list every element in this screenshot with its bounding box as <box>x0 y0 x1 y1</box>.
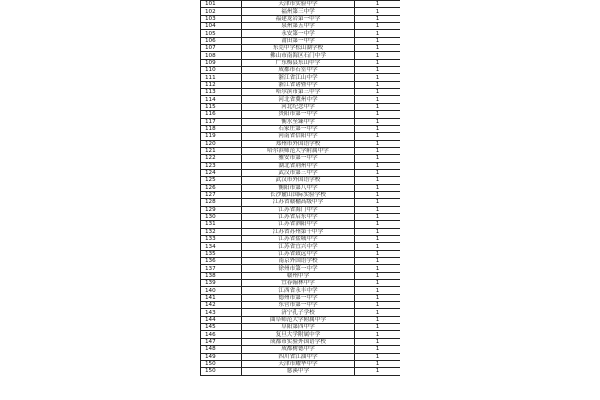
school-name-cell: 东莞中学松山湖学校 <box>242 45 355 52</box>
school-name-cell: 东营市第一中学 <box>242 302 355 309</box>
rank-cell: 128 <box>201 199 242 206</box>
rank-cell: 118 <box>201 125 242 132</box>
school-name-cell: 南京外国语学校 <box>242 258 355 265</box>
table-row <box>201 206 401 213</box>
table-row <box>201 243 401 250</box>
table-row <box>201 103 401 110</box>
school-name-cell: 慈溪中学 <box>242 368 355 375</box>
rank-cell: 149 <box>201 353 242 360</box>
school-name-cell: 哈尔滨市第三中学 <box>242 89 355 96</box>
table-row <box>201 177 401 184</box>
rank-cell: 103 <box>201 15 242 22</box>
table-row <box>201 199 401 206</box>
table-row <box>201 309 401 316</box>
table-row <box>201 191 401 198</box>
table-row <box>201 302 401 309</box>
table-row <box>201 8 401 15</box>
count-cell: 1 <box>355 287 401 294</box>
rank-cell: 126 <box>201 184 242 191</box>
school-name-cell: 徐州市第一中学 <box>242 265 355 272</box>
count-cell: 1 <box>355 177 401 184</box>
rank-cell: 145 <box>201 324 242 331</box>
count-cell: 1 <box>355 118 401 125</box>
school-name-cell: 天津市实验中学 <box>242 1 355 8</box>
count-cell: 1 <box>355 133 401 140</box>
school-name-cell: 江苏省宜兴中学 <box>242 243 355 250</box>
school-name-cell: 衡阳市第八中学 <box>242 184 355 191</box>
school-name-cell: 赣州中学 <box>242 272 355 279</box>
school-name-cell: 长沙麓山国际实验学校 <box>242 191 355 198</box>
count-cell: 1 <box>355 309 401 316</box>
count-cell: 1 <box>355 111 401 118</box>
table-row <box>201 228 401 235</box>
table-row <box>201 1 401 8</box>
table-row <box>201 52 401 59</box>
rank-cell: 147 <box>201 338 242 345</box>
count-cell: 1 <box>355 8 401 15</box>
table-row <box>201 265 401 272</box>
school-name-cell: 永安第一中学 <box>242 30 355 37</box>
rank-cell: 108 <box>201 52 242 59</box>
table-row <box>201 331 401 338</box>
school-name-cell: 贵阳市第一中学 <box>242 111 355 118</box>
table-row <box>201 258 401 265</box>
table-row <box>201 96 401 103</box>
count-cell: 1 <box>355 67 401 74</box>
table-row <box>201 324 401 331</box>
table-row <box>201 316 401 323</box>
count-cell: 1 <box>355 30 401 37</box>
rank-cell: 122 <box>201 155 242 162</box>
table-row <box>201 111 401 118</box>
table-row <box>201 236 401 243</box>
rank-cell: 116 <box>201 111 242 118</box>
rank-cell: 124 <box>201 169 242 176</box>
table-row <box>201 287 401 294</box>
school-name-cell: 成都市石室中学 <box>242 67 355 74</box>
count-cell: 1 <box>355 243 401 250</box>
rank-cell: 121 <box>201 147 242 154</box>
count-cell: 1 <box>355 272 401 279</box>
school-name-cell: 泉州第五中学 <box>242 23 355 30</box>
school-name-cell: 佛山市南海区石门中学 <box>242 52 355 59</box>
school-name-cell: 衡水至臻中学 <box>242 118 355 125</box>
table-row <box>201 155 401 162</box>
school-name-cell: 天津市耀华中学 <box>242 360 355 367</box>
count-cell: 1 <box>355 324 401 331</box>
school-name-cell: 成都树德中学 <box>242 346 355 353</box>
rank-cell: 101 <box>201 1 242 8</box>
table-row <box>201 74 401 81</box>
rank-cell: 117 <box>201 118 242 125</box>
school-name-cell: 江苏省致远中学 <box>242 250 355 257</box>
count-cell: 1 <box>355 125 401 132</box>
count-cell: 1 <box>355 140 401 147</box>
rank-cell: 140 <box>201 287 242 294</box>
school-name-cell: 武汉市第三中学 <box>242 169 355 176</box>
count-cell: 1 <box>355 250 401 257</box>
table-row <box>201 30 401 37</box>
count-cell: 1 <box>355 360 401 367</box>
count-cell: 1 <box>355 147 401 154</box>
rank-cell: 102 <box>201 8 242 15</box>
school-name-cell: 福州第三中学 <box>242 8 355 15</box>
table-row <box>201 250 401 257</box>
table-row <box>201 118 401 125</box>
count-cell: 1 <box>355 213 401 220</box>
table-row <box>201 125 401 132</box>
school-name-cell: 德州市第一中学 <box>242 294 355 301</box>
school-name-cell: 浙江省诸暨中学 <box>242 81 355 88</box>
rank-cell: 109 <box>201 59 242 66</box>
table-body <box>201 1 401 376</box>
rank-cell: 139 <box>201 280 242 287</box>
rank-cell: 105 <box>201 30 242 37</box>
table-row <box>201 45 401 52</box>
school-name-cell: 广东梅县东山中学 <box>242 59 355 66</box>
school-name-cell: 雅安市第一中学 <box>242 155 355 162</box>
count-cell: 1 <box>355 316 401 323</box>
count-cell: 1 <box>355 236 401 243</box>
table-row <box>201 15 401 22</box>
school-name-cell: 江苏省赣榆高级中学 <box>242 199 355 206</box>
rank-cell: 125 <box>201 177 242 184</box>
school-name-cell: 江苏省海门中学 <box>242 206 355 213</box>
count-cell: 1 <box>355 59 401 66</box>
count-cell: 1 <box>355 155 401 162</box>
table-row <box>201 184 401 191</box>
rank-cell: 129 <box>201 206 242 213</box>
count-cell: 1 <box>355 368 401 375</box>
rank-cell: 133 <box>201 236 242 243</box>
school-name-cell: 河北纪念中学 <box>242 103 355 110</box>
count-cell: 1 <box>355 74 401 81</box>
rank-cell: 138 <box>201 272 242 279</box>
count-cell: 1 <box>355 258 401 265</box>
table-row <box>201 338 401 345</box>
school-name-cell: 成都市实验外国语学校 <box>242 338 355 345</box>
school-name-cell: 曲阜师范大学附属中学 <box>242 316 355 323</box>
rank-cell: 135 <box>201 250 242 257</box>
rank-cell: 137 <box>201 265 242 272</box>
count-cell: 1 <box>355 184 401 191</box>
count-cell: 1 <box>355 280 401 287</box>
rank-cell: 104 <box>201 23 242 30</box>
table-row <box>201 294 401 301</box>
table-row <box>201 59 401 66</box>
table-row <box>201 81 401 88</box>
table-row <box>201 23 401 30</box>
table-row <box>201 67 401 74</box>
rank-cell: 127 <box>201 191 242 198</box>
table-row <box>201 280 401 287</box>
school-name-cell: 江西省永丰中学 <box>242 287 355 294</box>
count-cell: 1 <box>355 346 401 353</box>
count-cell: 1 <box>355 162 401 169</box>
rank-cell: 115 <box>201 103 242 110</box>
count-cell: 1 <box>355 15 401 22</box>
rank-cell: 143 <box>201 309 242 316</box>
count-cell: 1 <box>355 221 401 228</box>
count-cell: 1 <box>355 45 401 52</box>
rank-cell: 131 <box>201 221 242 228</box>
count-cell: 1 <box>355 103 401 110</box>
count-cell: 1 <box>355 331 401 338</box>
rank-cell: 107 <box>201 45 242 52</box>
school-name-cell: 河南省信阳中学 <box>242 133 355 140</box>
rank-cell: 114 <box>201 96 242 103</box>
count-cell: 1 <box>355 206 401 213</box>
rank-cell: 111 <box>201 74 242 81</box>
count-cell: 1 <box>355 338 401 345</box>
table-row <box>201 133 401 140</box>
rank-cell: 148 <box>201 346 242 353</box>
school-name-cell: 浙江省江山中学 <box>242 74 355 81</box>
school-name-cell: 哈尔滨师范大学附属中学 <box>242 147 355 154</box>
rank-cell: 119 <box>201 133 242 140</box>
rank-cell: 146 <box>201 331 242 338</box>
document-page <box>200 0 400 400</box>
count-cell: 1 <box>355 199 401 206</box>
count-cell: 1 <box>355 169 401 176</box>
school-name-cell: 四川省江油中学 <box>242 353 355 360</box>
table-row <box>201 368 401 375</box>
school-name-cell: 河北省冀州中学 <box>242 96 355 103</box>
table-row <box>201 37 401 44</box>
table-row <box>201 346 401 353</box>
school-name-cell: 石家庄第一中学 <box>242 125 355 132</box>
table-row <box>201 272 401 279</box>
table-row <box>201 89 401 96</box>
school-name-cell: 阜阳第四中学 <box>242 324 355 331</box>
rank-cell: 130 <box>201 213 242 220</box>
rank-cell: 150 <box>201 368 242 375</box>
count-cell: 1 <box>355 37 401 44</box>
school-name-cell: 宜春翰林中学 <box>242 280 355 287</box>
rank-cell: 141 <box>201 294 242 301</box>
school-name-cell: 莆田第一中学 <box>242 37 355 44</box>
table-row <box>201 353 401 360</box>
school-name-cell: 济宁孔子学校 <box>242 309 355 316</box>
count-cell: 1 <box>355 294 401 301</box>
school-name-cell: 复旦大学附属中学 <box>242 331 355 338</box>
school-name-cell: 江苏省泗阳中学 <box>242 221 355 228</box>
table-row <box>201 221 401 228</box>
school-name-cell: 福建龙岩第一中学 <box>242 15 355 22</box>
count-cell: 1 <box>355 81 401 88</box>
table-row <box>201 147 401 154</box>
rank-cell: 150 <box>201 360 242 367</box>
school-name-cell: 江苏省苏州第十中学 <box>242 228 355 235</box>
rank-cell: 110 <box>201 67 242 74</box>
count-cell: 1 <box>355 228 401 235</box>
count-cell: 1 <box>355 1 401 8</box>
rank-cell: 112 <box>201 81 242 88</box>
school-name-cell: 江苏省盐城中学 <box>242 236 355 243</box>
school-name-cell: 湖北省荆州中学 <box>242 162 355 169</box>
rank-cell: 142 <box>201 302 242 309</box>
table-row <box>201 169 401 176</box>
table-row <box>201 360 401 367</box>
rank-cell: 134 <box>201 243 242 250</box>
table-row <box>201 162 401 169</box>
rank-cell: 132 <box>201 228 242 235</box>
count-cell: 1 <box>355 89 401 96</box>
school-name-cell: 郑州市外国语学校 <box>242 140 355 147</box>
count-cell: 1 <box>355 52 401 59</box>
count-cell: 1 <box>355 353 401 360</box>
school-name-cell: 武汉市外国语学校 <box>242 177 355 184</box>
count-cell: 1 <box>355 302 401 309</box>
school-ranking-table <box>200 0 400 376</box>
table-row <box>201 213 401 220</box>
count-cell: 1 <box>355 96 401 103</box>
rank-cell: 136 <box>201 258 242 265</box>
rank-cell: 106 <box>201 37 242 44</box>
rank-cell: 120 <box>201 140 242 147</box>
rank-cell: 144 <box>201 316 242 323</box>
table-row <box>201 140 401 147</box>
rank-cell: 123 <box>201 162 242 169</box>
school-name-cell: 江苏省启东中学 <box>242 213 355 220</box>
rank-cell: 113 <box>201 89 242 96</box>
count-cell: 1 <box>355 191 401 198</box>
count-cell: 1 <box>355 23 401 30</box>
count-cell: 1 <box>355 265 401 272</box>
